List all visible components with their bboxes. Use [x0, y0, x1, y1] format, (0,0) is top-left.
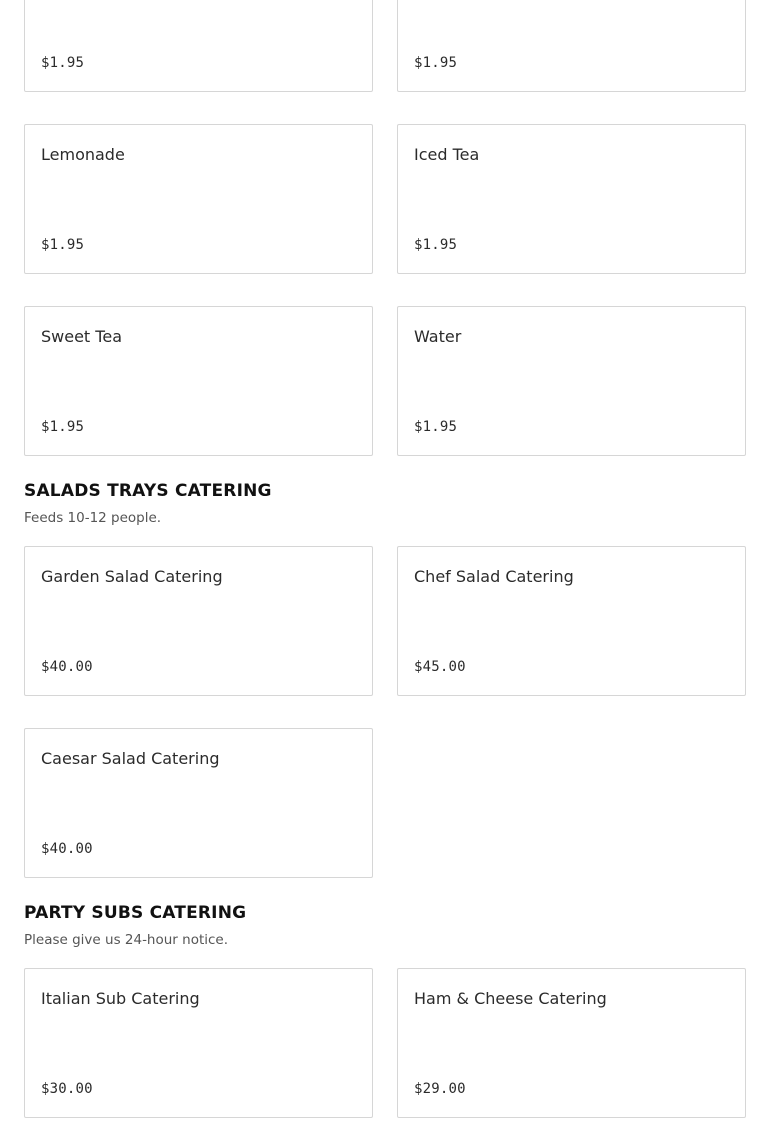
menu-item-price: $1.95	[41, 237, 85, 253]
menu-item-card[interactable]	[24, 546, 373, 696]
menu-item-card[interactable]	[24, 306, 373, 456]
menu-item-name: Italian Sub Catering	[41, 989, 200, 1008]
menu-item-card[interactable]	[24, 968, 373, 1118]
menu-item-price: $40.00	[41, 841, 93, 857]
menu-item-name: Sweet Tea	[41, 327, 122, 346]
menu-item-name: Iced Tea	[414, 145, 480, 164]
menu-item-price: $1.95	[414, 237, 458, 253]
menu-item-name: Water	[414, 327, 462, 346]
section-description-salads: Feeds 10-12 people.	[24, 510, 162, 526]
menu-item-price: $1.95	[41, 419, 85, 435]
menu-item-card[interactable]	[397, 306, 746, 456]
menu-item-card[interactable]	[397, 0, 746, 92]
menu-item-card[interactable]	[397, 968, 746, 1118]
menu-item-price: $40.00	[41, 659, 93, 675]
menu-item-name: Ham & Cheese Catering	[414, 989, 607, 1008]
menu-item-card[interactable]	[24, 728, 373, 878]
menu-item-name: Lemonade	[41, 145, 125, 164]
menu-item-name: Caesar Salad Catering	[41, 749, 220, 768]
section-title-subs: PARTY SUBS CATERING	[24, 903, 247, 923]
section-description-subs: Please give us 24-hour notice.	[24, 932, 229, 948]
menu-item-price: $30.00	[41, 1081, 93, 1097]
menu-item-card[interactable]	[397, 124, 746, 274]
menu-item-card[interactable]	[24, 124, 373, 274]
menu-item-card[interactable]	[24, 0, 373, 92]
menu-item-price: $1.95	[41, 55, 85, 71]
menu-item-price: $1.95	[414, 55, 458, 71]
section-title-salads: SALADS TRAYS CATERING	[24, 481, 272, 501]
menu-item-price: $29.00	[414, 1081, 466, 1097]
menu-item-card[interactable]	[397, 546, 746, 696]
menu-item-price: $45.00	[414, 659, 466, 675]
menu-item-price: $1.95	[414, 419, 458, 435]
menu-item-name: Chef Salad Catering	[414, 567, 574, 586]
menu-item-name: Garden Salad Catering	[41, 567, 223, 586]
